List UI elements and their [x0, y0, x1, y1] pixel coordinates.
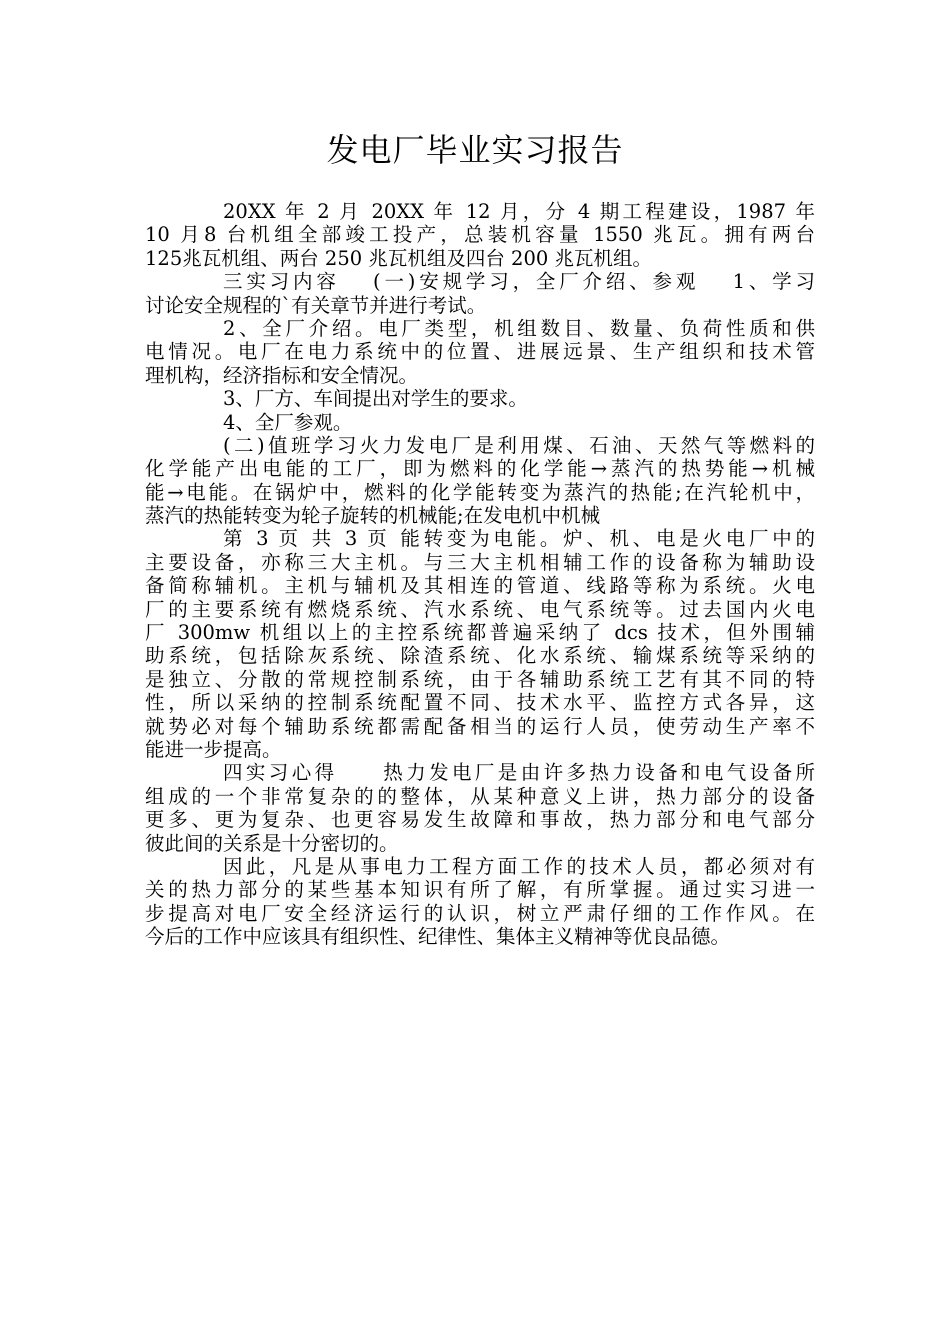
body-text-line: 彼此间的关系是十分密切的。: [145, 831, 399, 855]
body-text-line: 第 3 页 共 3 页 能转变为电能。炉、机、电是火电厂中的: [223, 527, 815, 551]
body-text-line: 主要设备，亦称三大主机。与三大主机相辅工作的设备称为辅助设: [145, 550, 815, 574]
body-text-line: 蒸汽的热能转变为轮子旋转的机械能;在发电机中机械: [145, 504, 601, 528]
body-text-line: 厂的主要系统有燃烧系统、汽水系统、电气系统等。过去国内火电: [145, 597, 815, 621]
body-text-line: 因此，凡是从事电力工程方面工作的技术人员，都必须对有: [223, 854, 815, 878]
body-text-line: 理机构，经济指标和安全情况。: [145, 363, 419, 387]
body-text-line: 组成的一个非常复杂的的整体，从某种意义上讲，热力部分的设备: [145, 784, 815, 808]
body-text-line: 125兆瓦机组、两台 250 兆瓦机组及四台 200 兆瓦机组。: [145, 246, 652, 270]
body-text-line: 讨论安全规程的`有关章节并进行考试。: [145, 293, 487, 317]
body-text-line: 10 月8 台机组全部竣工投产，总装机容量 1550 兆瓦。拥有两台: [145, 223, 815, 247]
document-body: [145, 200, 815, 949]
body-text-line: 能进一步提高。: [145, 737, 282, 761]
body-text-line: 今后的工作中应该具有组织性、纪律性、集体主义精神等优良品德。: [145, 925, 731, 949]
document-title: 发电厂毕业实习报告: [326, 131, 624, 169]
body-text-line: 就势必对每个辅助系统都需配备相当的运行人员，使劳动生产率不: [145, 714, 815, 738]
body-text-line: 更多、更为复杂、也更容易发生故障和事故，热力部分和电气部分: [145, 808, 815, 832]
body-text-line: 厂 300mw 机组以上的主控系统都普遍采纳了 dcs 技术，但外围辅: [145, 621, 815, 645]
body-text-line: 助系统，包括除灰系统、除渣系统、化水系统、输煤系统等采纳的: [145, 644, 815, 668]
body-text-line: 是独立、分散的常规控制系统，由于各辅助系统工艺有其不同的特: [145, 667, 815, 691]
body-text-line: 性，所以采纳的控制系统配置不同、技术水平、监控方式各异，这: [145, 691, 815, 715]
body-text-line: 关的热力部分的某些基本知识有所了解，有所掌握。通过实习进一: [145, 878, 815, 902]
body-text-line: 步提高对电厂安全经济运行的认识，树立严肃仔细的工作作风。在: [145, 901, 815, 925]
body-text-line: 2、全厂介绍。电厂类型，机组数目、数量、负荷性质和供: [223, 316, 815, 340]
body-text-line: 三实习内容 (一)安规学习，全厂介绍、参观 1、学习: [223, 270, 815, 294]
body-text-line: 化学能产出电能的工厂，即为燃料的化学能→蒸汽的热势能→机械: [145, 457, 815, 481]
body-text-line: (二)值班学习火力发电厂是利用煤、石油、天然气等燃料的: [223, 433, 815, 457]
body-text-line: 3、厂方、车间提出对学生的要求。: [223, 387, 528, 411]
body-text-line: 备简称辅机。主机与辅机及其相连的管道、线路等称为系统。火电: [145, 574, 815, 598]
body-text-line: 四实习心得 热力发电厂是由许多热力设备和电气设备所: [223, 761, 815, 785]
body-text-line: 20XX 年 2 月 20XX 年 12 月，分 4 期工程建设，1987 年: [223, 200, 815, 223]
body-text-line: 电情况。电厂在电力系统中的位置、进展远景、生产组织和技术管: [145, 340, 815, 364]
body-text-line: 能→电能。在锅炉中，燃料的化学能转变为蒸汽的热能;在汽轮机中，: [145, 480, 815, 504]
body-text-line: 4、全厂参观。: [223, 410, 353, 434]
